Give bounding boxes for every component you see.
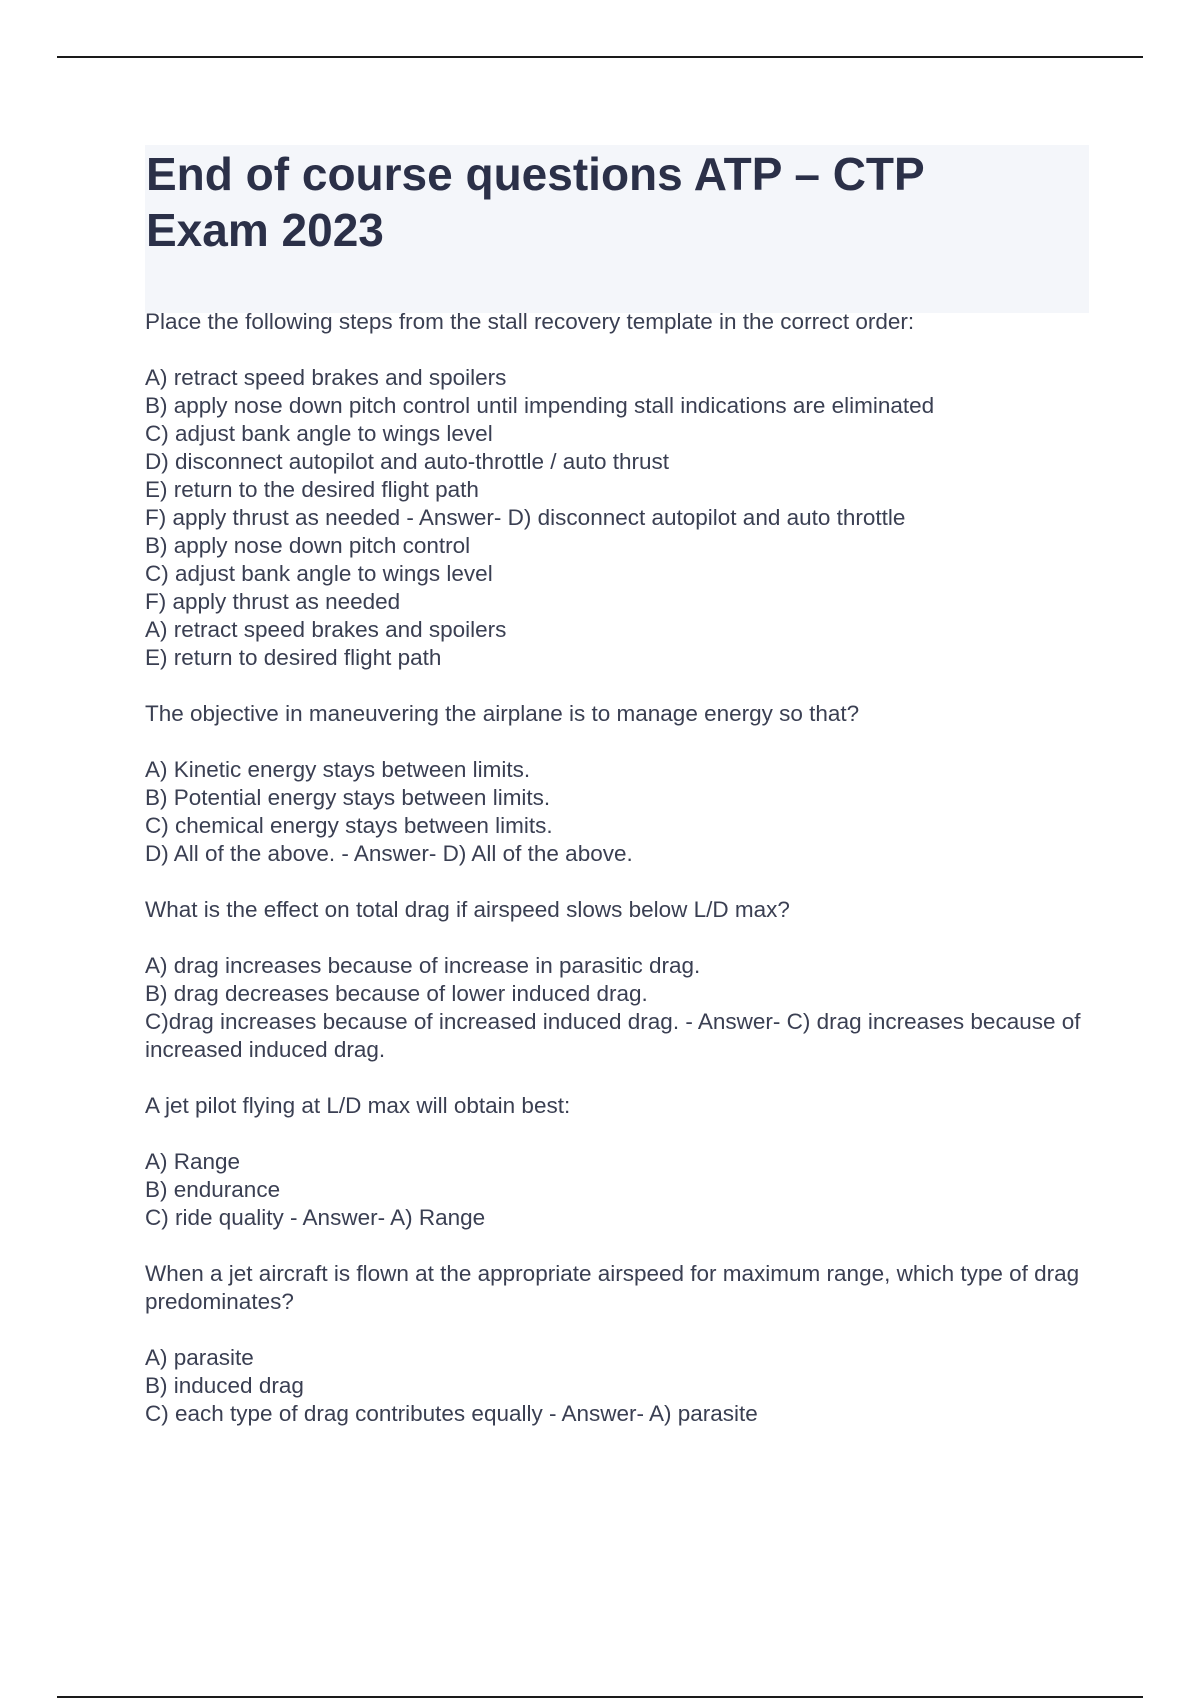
option-line: C) each type of drag contributes equally - Answer- A) parasite <box>145 1401 758 1426</box>
question-prompt: The objective in maneuvering the airplane is to manage energy so that? <box>145 701 860 726</box>
question-prompt: When a jet aircraft is flown at the appropriate airspeed for maximum range, which type of drag predominates? <box>145 1261 1080 1314</box>
option-line: E) return to desired flight path <box>145 645 442 670</box>
option-line: C)drag increases because of increased induced drag. - Answer- C) drag increases because of increased induced drag. <box>145 1009 1087 1062</box>
question-prompt: Place the following steps from the stall recovery template in the correct order: <box>145 309 915 334</box>
option-line: C) chemical energy stays between limits. <box>145 813 553 838</box>
option-line: B) apply nose down pitch control <box>145 533 471 558</box>
top-rule <box>57 56 1143 58</box>
option-line: B) endurance <box>145 1177 281 1202</box>
option-line: A) Range <box>145 1149 241 1174</box>
option-line: A) retract speed brakes and spoilers <box>145 365 507 390</box>
question-options <box>145 1148 1085 1232</box>
option-line: F) apply thrust as needed - Answer- D) disconnect autopilot and auto throttle <box>145 505 906 530</box>
option-line: B) Potential energy stays between limits. <box>145 785 551 810</box>
document-body <box>145 308 1085 1456</box>
option-line: D) All of the above. - Answer- D) All of the above. <box>145 841 633 866</box>
option-line: A) parasite <box>145 1345 254 1370</box>
option-line: C) ride quality - Answer- A) Range <box>145 1205 486 1230</box>
document-title: End of course questions ATP – CTP Exam 2023 <box>146 148 924 256</box>
option-line: C) adjust bank angle to wings level <box>145 421 493 446</box>
option-line: A) retract speed brakes and spoilers <box>145 617 507 642</box>
question-options <box>145 364 1085 672</box>
question-options <box>145 756 1085 868</box>
option-line: C) adjust bank angle to wings level <box>145 561 493 586</box>
option-line: B) induced drag <box>145 1373 304 1398</box>
question-prompt: What is the effect on total drag if airspeed slows below L/D max? <box>145 897 790 922</box>
question-options <box>145 1344 1085 1428</box>
bottom-rule <box>57 1696 1143 1698</box>
question-prompt: A jet pilot flying at L/D max will obtain best: <box>145 1093 571 1118</box>
option-line: A) drag increases because of increase in parasitic drag. <box>145 953 701 978</box>
option-line: E) return to the desired flight path <box>145 477 479 502</box>
question-options <box>145 952 1085 1064</box>
option-line: B) apply nose down pitch control until impending stall indications are eliminated <box>145 393 935 418</box>
option-line: B) drag decreases because of lower induced drag. <box>145 981 648 1006</box>
option-line: F) apply thrust as needed <box>145 589 401 614</box>
option-line: A) Kinetic energy stays between limits. <box>145 757 531 782</box>
option-line: D) disconnect autopilot and auto-throttle / auto thrust <box>145 449 670 474</box>
